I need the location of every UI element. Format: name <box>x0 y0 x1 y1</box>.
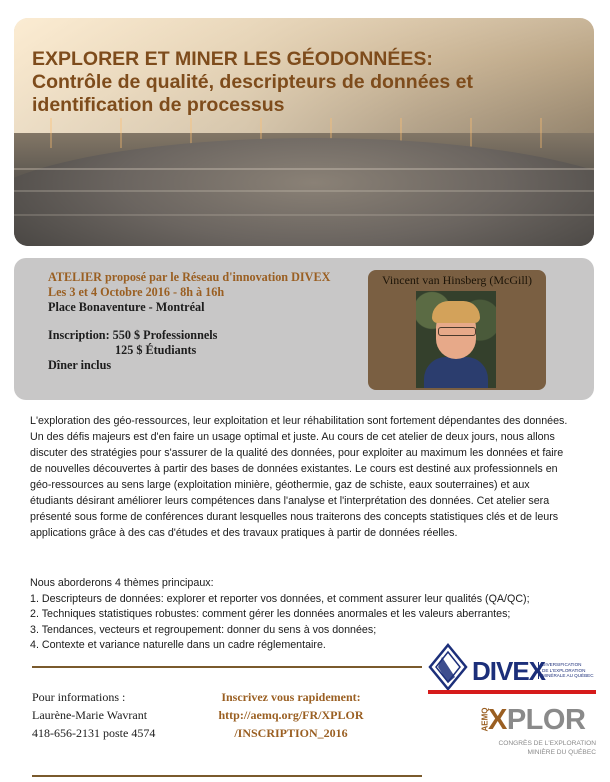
xplor-wordmark <box>488 704 585 737</box>
description-paragraph: L'exploration des géo-ressources, leur exploitation et leur réhabilitation sont fortement dépendantes des données. Un des défis majeurs est d'en faire un usage optimal et juste. Au cours de cet atelier de deux jours, nous allons discuter des stratégies pour s'assurer de la qualité des données, pour exploiter au maximum les données et faire de nouvelles découvertes à partir des bases de données existantes. Le cours est destiné aux professionnels en géo-ressources au sens large (exploitation minière, géothermie, gaz de schiste, eaux souterraines) et aux étudiants désirant améliorer leurs compétences dans l'analyse et l'interprétation des données. Cet atelier sera présenté sous forme de conférences durant lesquelles nous traiterons des concepts statistiques clés et de leurs applications grâce à des cas d'études et des travaux pratiques à partir de données réelles. <box>30 415 568 539</box>
divider <box>32 666 422 668</box>
divex-logo <box>428 643 596 695</box>
photo-hair <box>432 301 480 323</box>
page-title <box>32 48 473 117</box>
divex-tag-line: MINÉRALE AU QUÉBEC <box>542 673 594 679</box>
diner-line: Dîner inclus <box>48 358 112 372</box>
contact-block <box>32 688 155 742</box>
header-banner <box>14 18 594 246</box>
xplor-rest: PLOR <box>506 704 586 736</box>
divex-tag-line: DE L'EXPLORATION <box>542 667 586 673</box>
xplor-subtitle: CONGRÈS DE L'EXPLORATION <box>498 740 596 747</box>
dates-line: Les 3 et 4 Octobre 2016 - 8h à 16h <box>48 285 225 299</box>
registration-label: Inscrivez vous rapidement: <box>221 690 361 704</box>
divex-red-bar <box>428 690 596 694</box>
contact-phone: 418-656-2131 poste 4574 <box>32 726 156 740</box>
aemq-label: AEMQ <box>480 707 490 732</box>
divex-tagline <box>538 662 602 679</box>
inscription-etudiants: 125 $ Étudiants <box>115 343 197 357</box>
inscription-professionnels: Inscription: 550 $ Professionnels <box>48 328 218 342</box>
registration-link[interactable]: http://aemq.org/FR/XPLOR <box>218 708 364 722</box>
theme-item: 4. Contexte et variance naturelle dans un cadre réglementaire. <box>30 639 326 651</box>
xplor-x: X <box>488 704 507 736</box>
speaker-photo <box>416 291 496 388</box>
xplor-subtitle: MINIÈRE DU QUÉBEC <box>527 749 596 756</box>
banner-bench <box>14 214 594 216</box>
contact-label: Pour informations : <box>32 690 126 704</box>
themes-list <box>30 576 575 654</box>
themes-intro: Nous aborderons 4 thèmes principaux: <box>30 577 214 589</box>
registration-link-cont[interactable]: /INSCRIPTION_2016 <box>234 726 348 740</box>
title-line-2: Contrôle de qualité, descripteurs de données et <box>32 71 474 93</box>
atelier-line: ATELIER proposé par le Réseau d'innovation DIVEX <box>48 270 331 284</box>
theme-item: 1. Descripteurs de données: explorer et reporter vos données, et comment assurer leur qualités (QA/QC); <box>30 592 530 605</box>
banner-bench <box>14 190 594 192</box>
xplor-logo <box>478 704 596 768</box>
title-line-3: identification de processus <box>32 94 285 116</box>
photo-shirt <box>424 357 488 388</box>
speaker-card <box>368 270 546 390</box>
divex-tag-line: DIVERSIFICATION <box>542 662 582 667</box>
place-line: Place Bonaventure - Montréal <box>48 300 205 314</box>
speaker-name: Vincent van Hinsberg (McGill) <box>381 273 533 287</box>
divider <box>32 775 422 777</box>
banner-bench <box>14 168 594 170</box>
photo-glasses <box>438 327 476 336</box>
contact-name: Laurène-Marie Wavrant <box>32 708 148 722</box>
theme-item: 3. Tendances, vecteurs et regroupement: donner du sens à vos données; <box>30 623 377 636</box>
title-line-1: EXPLORER ET MINER LES GÉODONNÉES: <box>32 48 433 70</box>
theme-item: 2. Techniques statistiques robustes: comment gérer les données anormales et les valeurs aberrantes; <box>30 608 511 620</box>
registration-block <box>196 688 386 742</box>
event-details <box>48 270 330 315</box>
banner-mine-pit <box>14 138 594 246</box>
divex-wordmark: DIVEX <box>472 656 546 686</box>
divex-mark-icon <box>428 643 468 691</box>
description <box>30 413 575 541</box>
